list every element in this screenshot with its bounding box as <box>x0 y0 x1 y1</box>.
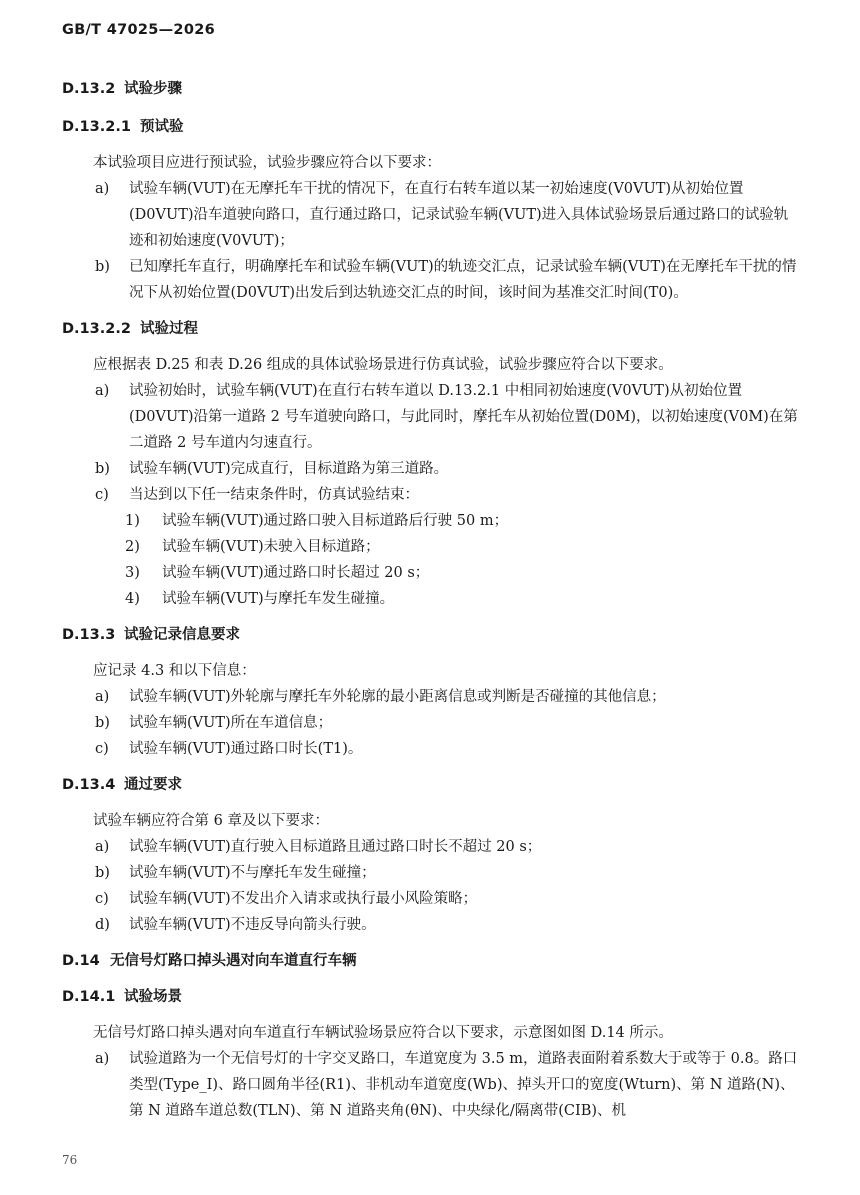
list-marker: 1) <box>125 513 140 529</box>
list-item <box>62 456 802 482</box>
paragraph-intro: 试验车辆应符合第 6 章及以下要求： <box>93 813 329 829</box>
list-item <box>62 912 802 938</box>
section-title: 通过要求 <box>124 777 182 793</box>
list-item-text: 试验车辆(VUT)直行驶入目标道路且通过路口时长不超过 20 s； <box>129 839 542 855</box>
page-number: 76 <box>62 1153 78 1167</box>
sub-list-item <box>62 508 802 534</box>
list-marker: 4) <box>125 591 140 607</box>
heading-d-14-1 <box>62 984 802 1020</box>
list-item <box>62 176 802 254</box>
list-item <box>62 710 802 736</box>
heading-d-13-2-1 <box>62 114 802 150</box>
document-body <box>62 76 802 1124</box>
list-marker: 2) <box>125 539 140 555</box>
section-number: D.13.2.1 <box>62 119 131 135</box>
section-number: D.13.2.2 <box>62 321 131 337</box>
list-item-text: 试验车辆(VUT)在无摩托车干扰的情况下，在直行右转车道以某一初始速度(V0VUT)从初始位置(D0VUT)沿车道驶向路口，直行通过路口，记录试验车辆(VUT)进入具体试验场景后通过路口的试验轨迹和初始速度(V0VUT)； <box>129 181 789 249</box>
paragraph-intro: 无信号灯路口掉头遇对向车道直行车辆试验场景应符合以下要求，示意图如图 D.14 所示。 <box>93 1025 673 1041</box>
list-marker: a) <box>95 383 110 399</box>
list-item-text: 试验车辆(VUT)未驶入目标道路； <box>162 539 380 555</box>
heading-d-13-2 <box>62 76 802 114</box>
list-item <box>62 834 802 860</box>
sub-list-item <box>62 560 802 586</box>
list-marker: a) <box>95 181 110 197</box>
list-item-text: 试验车辆(VUT)外轮廓与摩托车外轮廓的最小距离信息或判断是否碰撞的其他信息； <box>129 689 666 705</box>
list-marker: b) <box>95 461 110 477</box>
list-item-text: 已知摩托车直行，明确摩托车和试验车辆(VUT)的轨迹交汇点，记录试验车辆(VUT)在无摩托车干扰的情况下从初始位置(D0VUT)出发后到达轨迹交汇点的时间，该时间为基准交汇时间(T0)。 <box>129 259 797 301</box>
section-number: D.13.3 <box>62 627 116 643</box>
section-title: 试验记录信息要求 <box>124 627 240 643</box>
section-title: 试验场景 <box>124 989 182 1005</box>
list-marker: a) <box>95 689 110 705</box>
list-item-text: 试验车辆(VUT)与摩托车发生碰撞。 <box>162 591 395 607</box>
list-marker: b) <box>95 259 110 275</box>
section-number: D.14 <box>62 953 100 969</box>
list-marker: a) <box>95 839 110 855</box>
list-marker: b) <box>95 865 110 881</box>
list-item-text: 试验车辆(VUT)不与摩托车发生碰撞； <box>129 865 376 881</box>
list-item <box>62 860 802 886</box>
section-title: 试验步骤 <box>124 81 182 97</box>
list-item <box>62 482 802 508</box>
sub-list-item <box>62 534 802 560</box>
heading-d-14 <box>62 948 802 984</box>
sub-list-item <box>62 586 802 612</box>
list-marker: b) <box>95 715 110 731</box>
list-marker: 3) <box>125 565 140 581</box>
list-item-text: 试验车辆(VUT)所在车道信息； <box>129 715 333 731</box>
list-item-text: 试验车辆(VUT)通过路口时长(T1)。 <box>129 741 363 757</box>
list-item <box>62 378 802 456</box>
list-marker: a) <box>95 1051 110 1067</box>
list-marker: c) <box>95 741 109 757</box>
list-marker: c) <box>95 487 109 503</box>
list-item <box>62 736 802 762</box>
list-item-text: 试验车辆(VUT)通过路口时长超过 20 s； <box>162 565 430 581</box>
paragraph-intro: 本试验项目应进行预试验，试验步骤应符合以下要求： <box>93 155 441 171</box>
section-number: D.13.2 <box>62 81 116 97</box>
list-item-text: 试验车辆(VUT)通过路口驶入目标道路后行驶 50 m； <box>162 513 509 529</box>
heading-d-13-2-2 <box>62 316 802 352</box>
heading-d-13-4 <box>62 772 802 808</box>
list-item-text: 试验道路为一个无信号灯的十字交叉路口，车道宽度为 3.5 m，道路表面附着系数大于或等于 0.8。路口类型(Type_I)、路口圆角半径(R1)、非机动车道宽度(Wb)、掉头开口的宽度(Wturn)、第 N 道路(N)、第 N 道路车道总数(TLN)、第 N 道路夹角(θN)、中央绿化/隔离带(CIB)、机 <box>129 1051 798 1119</box>
section-number: D.13.4 <box>62 777 116 793</box>
list-item <box>62 684 802 710</box>
list-item-text: 试验车辆(VUT)完成直行，目标道路为第三道路。 <box>129 461 449 477</box>
list-item-text: 试验初始时，试验车辆(VUT)在直行右转车道以 D.13.2.1 中相同初始速度(V0VUT)从初始位置(D0VUT)沿第一道路 2 号车道驶向路口，与此同时，摩托车从初始位置(D0M)，以初始速度(V0M)在第二道路 2 号车道内匀速直行。 <box>129 383 798 451</box>
list-item <box>62 1046 802 1124</box>
list-item <box>62 254 802 306</box>
list-marker: d) <box>95 917 110 933</box>
section-title: 无信号灯路口掉头遇对向车道直行车辆 <box>110 953 357 969</box>
list-item-text: 试验车辆(VUT)不违反导向箭头行驶。 <box>129 917 376 933</box>
section-title: 预试验 <box>140 119 184 135</box>
heading-d-13-3 <box>62 622 802 658</box>
list-item <box>62 886 802 912</box>
document-header: GB/T 47025—2026 <box>62 22 215 38</box>
list-marker: c) <box>95 891 109 907</box>
section-title: 试验过程 <box>140 321 198 337</box>
list-item-text: 试验车辆(VUT)不发出介入请求或执行最小风险策略； <box>129 891 478 907</box>
section-number: D.14.1 <box>62 989 116 1005</box>
paragraph-intro: 应根据表 D.25 和表 D.26 组成的具体试验场景进行仿真试验，试验步骤应符合以下要求。 <box>93 357 673 373</box>
paragraph-intro: 应记录 4.3 和以下信息： <box>93 663 256 679</box>
list-item-text: 当达到以下任一结束条件时，仿真试验结束： <box>129 487 419 503</box>
